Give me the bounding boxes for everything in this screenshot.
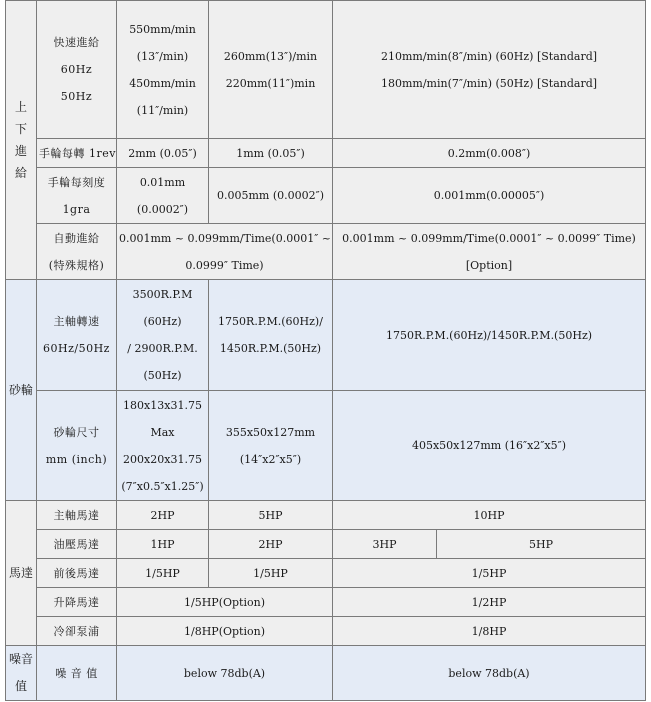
value-line: 0.0999″ Time) [185,258,264,272]
spec-table [5,0,646,701]
motor-category-cell: 馬達 [6,501,37,646]
label-line: 快速進給 [53,36,100,49]
handwheel-grad-col1 [117,168,209,224]
value-line: 180x13x31.75 [123,398,202,412]
handwheel-rev-col1: 2mm (0.05″) [117,139,209,168]
spindle-motor-col3: 10HP [333,501,646,530]
wheel-speed-row [6,280,646,391]
hydraulic-motor-col3a: 3HP [333,530,437,559]
feed-handwheel-grad-row [6,168,646,224]
value-line: 0.001mm ~ 0.099mm/Time(0.0001″ ~ 0.0099″ Time) [342,231,636,245]
label-line: 1gra [62,202,91,216]
value-line: 1450R.P.M.(50Hz) [219,342,322,355]
spindle-speed-col2 [209,280,333,391]
wheel-category-cell: 砂輪 [6,280,37,501]
label-line: 砂輪尺寸 [53,425,100,439]
spindle-speed-label [37,280,117,391]
rapid-feed-label [37,1,117,139]
handwheel-grad-label [37,168,117,224]
hydraulic-motor-col2: 2HP [209,530,333,559]
cross-motor-col3: 1/5HP [333,559,646,588]
handwheel-rev-col2: 1mm (0.05″) [209,139,333,168]
wheel-size-col3: 405x50x127mm (16″x2″x5″) [333,391,646,501]
motor-spindle-row [6,501,646,530]
coolant-pump-label: 冷卻泵浦 [37,617,117,646]
feed-handwheel-rev-row [6,139,646,168]
label-line: 60Hz [60,63,93,76]
handwheel-grad-col2: 0.005mm (0.0002″) [209,168,333,224]
category-line: 噪音 [8,652,33,666]
hydraulic-motor-label: 油壓馬達 [37,530,117,559]
handwheel-grad-col3: 0.001mm(0.00005″) [333,168,646,224]
label-line: (特殊規格) [48,258,105,272]
label-line: mm (inch) [45,452,108,466]
auto-feed-col3 [333,224,646,280]
handwheel-rev-label: 手輪每轉 1rev [37,139,117,168]
value-line: 550mm/min [129,22,196,36]
feed-category-char: 給 [14,166,27,180]
motor-cross-row [6,559,646,588]
spindle-motor-col1: 2HP [117,501,209,530]
category-line: 值 [14,679,27,693]
value-line: (7″x0.5″x1.25″) [121,479,204,493]
rapid-feed-col2 [209,1,333,139]
value-line: 1750R.P.M.(60Hz)/ [218,315,323,328]
label-line: 手輪每刻度 [47,175,106,189]
label-line: 自動進給 [53,231,100,245]
rapid-feed-col3 [333,1,646,139]
label-line: 50Hz [60,90,93,103]
value-line: (14″x2″x5″) [239,452,302,466]
cross-motor-col2: 1/5HP [209,559,333,588]
elevation-motor-col12: 1/5HP(Option) [117,588,333,617]
wheel-size-col2 [209,391,333,501]
value-line: (60Hz) [143,315,182,328]
noise-value-col12: below 78db(A) [117,646,333,701]
cross-motor-col1: 1/5HP [117,559,209,588]
feed-auto-row [6,224,646,280]
motor-hydraulic-row [6,530,646,559]
value-line: 0.001mm ~ 0.099mm/Time(0.0001″ ~ [119,231,332,245]
hydraulic-motor-col3b: 5HP [437,530,646,559]
noise-row [6,646,646,701]
feed-rapid-row [6,1,646,139]
spindle-motor-label: 主軸馬達 [37,501,117,530]
coolant-pump-col12: 1/8HP(Option) [117,617,333,646]
spindle-speed-col1 [117,280,209,391]
value-line: / 2900R.P.M. [127,342,198,355]
wheel-size-row [6,391,646,501]
value-line: 200x20x31.75 [123,452,202,466]
label-line: 主軸轉速 [53,315,100,328]
hydraulic-motor-col1: 1HP [117,530,209,559]
feed-category-cell [6,1,37,280]
handwheel-rev-col3: 0.2mm(0.008″) [333,139,646,168]
value-line: (0.0002″) [136,202,189,216]
value-line: Max [150,425,175,439]
value-line: [Option] [465,258,513,272]
elevation-motor-col3: 1/2HP [333,588,646,617]
feed-category-char: 進 [14,144,27,158]
wheel-size-col1 [117,391,209,501]
wheel-size-label [37,391,117,501]
noise-value-label: 噪 音 值 [37,646,117,701]
feed-category-char: 上 [14,100,27,114]
value-line: 220mm(11″)min [225,76,316,90]
elevation-motor-label: 升降馬達 [37,588,117,617]
value-line: (11″/min) [136,103,189,117]
feed-category-char: 下 [14,122,27,136]
spindle-motor-col2: 5HP [209,501,333,530]
motor-elevation-row [6,588,646,617]
value-line: 260mm(13″)/min [223,49,318,63]
auto-feed-col12 [117,224,333,280]
auto-feed-label [37,224,117,280]
cross-motor-label: 前後馬達 [37,559,117,588]
noise-category-cell [6,646,37,701]
spindle-speed-col3: 1750R.P.M.(60Hz)/1450R.P.M.(50Hz) [333,280,646,391]
motor-coolant-row [6,617,646,646]
coolant-pump-col3: 1/8HP [333,617,646,646]
value-line: 450mm/min [129,76,196,90]
value-line: (13″/min) [136,49,189,63]
value-line: 355x50x127mm [225,425,316,439]
value-line: 3500R.P.M [132,288,193,301]
noise-value-col3: below 78db(A) [333,646,646,701]
rapid-feed-col1 [117,1,209,139]
value-line: 180mm/min(7″/min) (50Hz) [Standard] [380,76,598,90]
label-line: 60Hz/50Hz [43,342,110,355]
value-line: 210mm/min(8″/min) (60Hz) [Standard] [380,49,598,63]
value-line: (50Hz) [143,369,182,382]
value-line: 0.01mm [139,175,186,189]
